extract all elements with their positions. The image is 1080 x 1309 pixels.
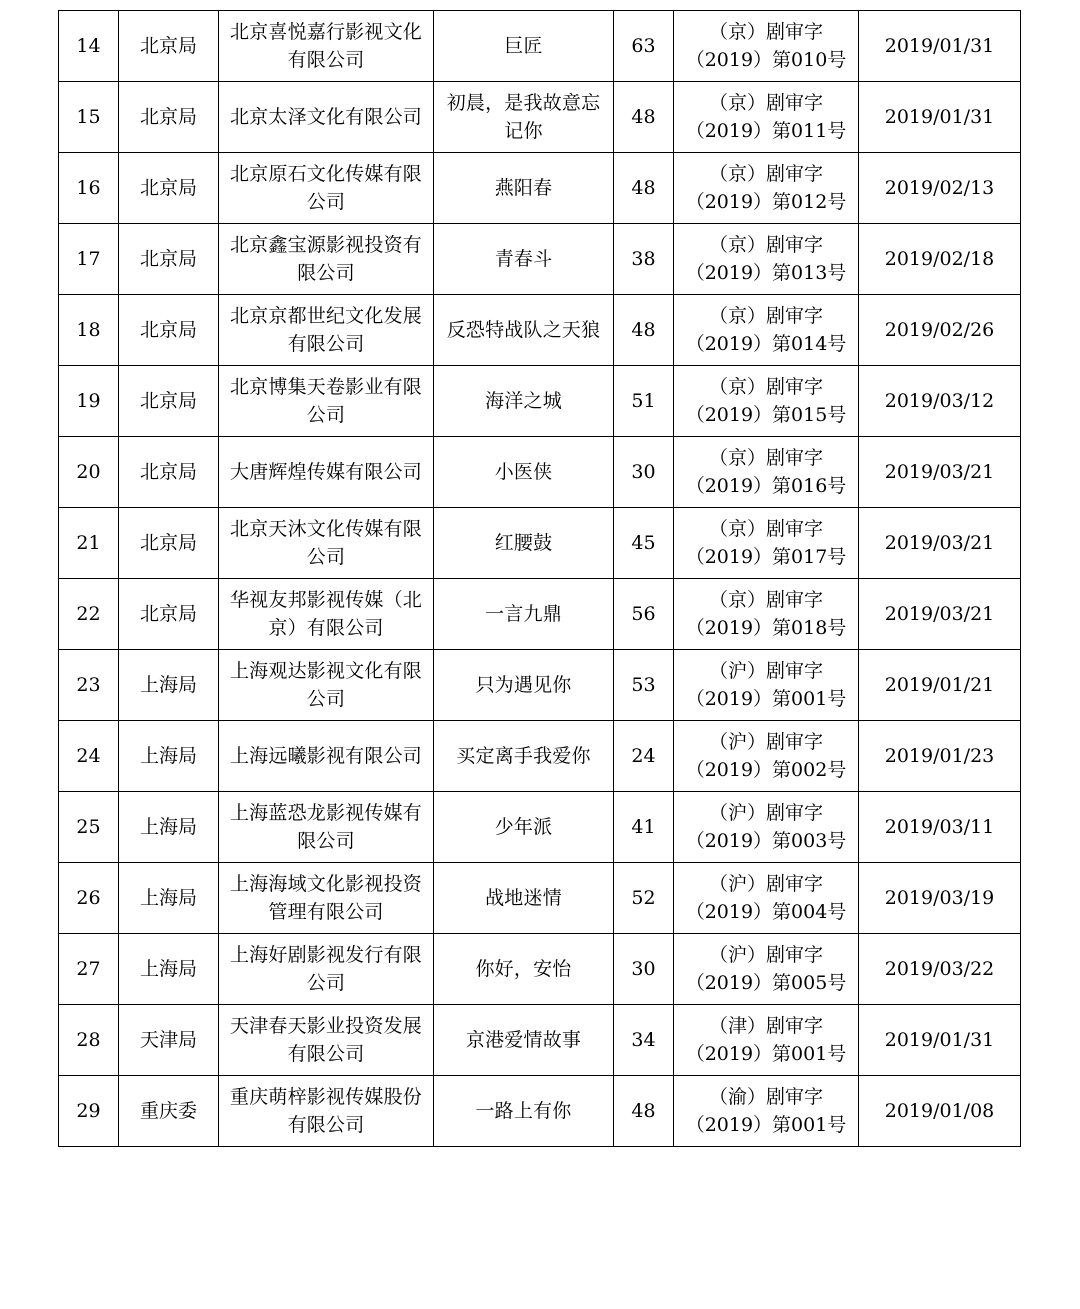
row-bureau: 北京局 bbox=[119, 82, 219, 153]
row-date: 2019/02/18 bbox=[859, 224, 1021, 295]
row-index: 27 bbox=[59, 934, 119, 1005]
row-date: 2019/01/23 bbox=[859, 721, 1021, 792]
permit-line-2: （2019）第004号 bbox=[685, 901, 847, 923]
row-episodes: 48 bbox=[614, 82, 674, 153]
row-company: 天津春天影业投资发展有限公司 bbox=[219, 1005, 434, 1076]
table-row bbox=[59, 721, 1021, 792]
row-title: 青春斗 bbox=[434, 224, 614, 295]
row-bureau: 上海局 bbox=[119, 863, 219, 934]
permit-line-2: （2019）第001号 bbox=[685, 1043, 847, 1065]
permit-line-1: （京）剧审字 bbox=[708, 91, 823, 114]
row-permit bbox=[674, 650, 859, 721]
row-episodes: 45 bbox=[614, 508, 674, 579]
row-title: 你好，安怡 bbox=[434, 934, 614, 1005]
row-permit bbox=[674, 1076, 859, 1147]
row-permit bbox=[674, 508, 859, 579]
row-date: 2019/03/21 bbox=[859, 437, 1021, 508]
permit-line-2: （2019）第013号 bbox=[685, 262, 847, 284]
row-date: 2019/03/21 bbox=[859, 508, 1021, 579]
row-title: 初晨，是我故意忘记你 bbox=[434, 82, 614, 153]
row-company: 北京博集天卷影业有限公司 bbox=[219, 366, 434, 437]
permit-line-2: （2019）第001号 bbox=[685, 1114, 847, 1136]
permit-line-2: （2019）第003号 bbox=[685, 830, 847, 852]
row-episodes: 41 bbox=[614, 792, 674, 863]
row-index: 22 bbox=[59, 579, 119, 650]
row-permit bbox=[674, 11, 859, 82]
row-bureau: 重庆委 bbox=[119, 1076, 219, 1147]
permit-line-2: （2019）第011号 bbox=[685, 120, 847, 142]
table-row bbox=[59, 934, 1021, 1005]
row-permit bbox=[674, 366, 859, 437]
row-episodes: 30 bbox=[614, 934, 674, 1005]
permit-line-2: （2019）第014号 bbox=[685, 333, 847, 355]
row-date: 2019/03/11 bbox=[859, 792, 1021, 863]
row-title: 一言九鼎 bbox=[434, 579, 614, 650]
row-episodes: 48 bbox=[614, 295, 674, 366]
permit-line-1: （京）剧审字 bbox=[708, 20, 823, 43]
row-company: 上海好剧影视发行有限公司 bbox=[219, 934, 434, 1005]
permit-line-1: （渝）剧审字 bbox=[708, 1085, 823, 1108]
row-index: 21 bbox=[59, 508, 119, 579]
row-index: 18 bbox=[59, 295, 119, 366]
table-row bbox=[59, 863, 1021, 934]
row-title: 只为遇见你 bbox=[434, 650, 614, 721]
row-title: 战地迷情 bbox=[434, 863, 614, 934]
row-episodes: 63 bbox=[614, 11, 674, 82]
row-date: 2019/03/12 bbox=[859, 366, 1021, 437]
row-index: 17 bbox=[59, 224, 119, 295]
row-index: 23 bbox=[59, 650, 119, 721]
row-permit bbox=[674, 792, 859, 863]
row-bureau: 上海局 bbox=[119, 650, 219, 721]
row-index: 16 bbox=[59, 153, 119, 224]
row-date: 2019/01/21 bbox=[859, 650, 1021, 721]
row-index: 24 bbox=[59, 721, 119, 792]
row-bureau: 北京局 bbox=[119, 366, 219, 437]
row-date: 2019/03/21 bbox=[859, 579, 1021, 650]
row-date: 2019/01/31 bbox=[859, 82, 1021, 153]
table-row bbox=[59, 366, 1021, 437]
row-bureau: 北京局 bbox=[119, 579, 219, 650]
row-permit bbox=[674, 863, 859, 934]
row-company: 上海海域文化影视投资管理有限公司 bbox=[219, 863, 434, 934]
permit-line-2: （2019）第016号 bbox=[685, 475, 847, 497]
row-title: 小医侠 bbox=[434, 437, 614, 508]
table-row bbox=[59, 437, 1021, 508]
permit-line-1: （沪）剧审字 bbox=[708, 730, 823, 753]
row-index: 19 bbox=[59, 366, 119, 437]
permit-line-1: （京）剧审字 bbox=[708, 233, 823, 256]
row-permit bbox=[674, 295, 859, 366]
permit-line-1: （津）剧审字 bbox=[708, 1014, 823, 1037]
row-company: 上海远曦影视有限公司 bbox=[219, 721, 434, 792]
permit-line-2: （2019）第002号 bbox=[685, 759, 847, 781]
row-permit bbox=[674, 437, 859, 508]
row-episodes: 48 bbox=[614, 153, 674, 224]
permit-line-1: （京）剧审字 bbox=[708, 588, 823, 611]
row-title: 京港爱情故事 bbox=[434, 1005, 614, 1076]
row-index: 25 bbox=[59, 792, 119, 863]
permit-line-2: （2019）第015号 bbox=[685, 404, 847, 426]
row-index: 15 bbox=[59, 82, 119, 153]
permit-line-2: （2019）第018号 bbox=[685, 617, 847, 639]
row-bureau: 上海局 bbox=[119, 934, 219, 1005]
row-bureau: 上海局 bbox=[119, 792, 219, 863]
permit-line-2: （2019）第010号 bbox=[685, 49, 847, 71]
row-episodes: 34 bbox=[614, 1005, 674, 1076]
row-permit bbox=[674, 224, 859, 295]
row-date: 2019/03/19 bbox=[859, 863, 1021, 934]
table-row bbox=[59, 579, 1021, 650]
row-bureau: 北京局 bbox=[119, 508, 219, 579]
row-date: 2019/02/13 bbox=[859, 153, 1021, 224]
table-row bbox=[59, 792, 1021, 863]
row-title: 反恐特战队之天狼 bbox=[434, 295, 614, 366]
row-title: 巨匠 bbox=[434, 11, 614, 82]
row-index: 26 bbox=[59, 863, 119, 934]
row-title: 红腰鼓 bbox=[434, 508, 614, 579]
tv-drama-permit-table bbox=[58, 10, 1021, 1147]
table-row bbox=[59, 650, 1021, 721]
row-company: 北京京都世纪文化发展有限公司 bbox=[219, 295, 434, 366]
row-permit bbox=[674, 82, 859, 153]
row-episodes: 30 bbox=[614, 437, 674, 508]
permit-line-1: （京）剧审字 bbox=[708, 375, 823, 398]
row-company: 北京鑫宝源影视投资有限公司 bbox=[219, 224, 434, 295]
table-row bbox=[59, 1005, 1021, 1076]
row-episodes: 48 bbox=[614, 1076, 674, 1147]
table-row bbox=[59, 82, 1021, 153]
row-bureau: 北京局 bbox=[119, 11, 219, 82]
permit-line-1: （京）剧审字 bbox=[708, 517, 823, 540]
table-row bbox=[59, 295, 1021, 366]
row-permit bbox=[674, 721, 859, 792]
permit-line-2: （2019）第001号 bbox=[685, 688, 847, 710]
permit-line-2: （2019）第017号 bbox=[685, 546, 847, 568]
table-row bbox=[59, 153, 1021, 224]
permit-line-1: （沪）剧审字 bbox=[708, 659, 823, 682]
permit-line-1: （沪）剧审字 bbox=[708, 943, 823, 966]
row-permit bbox=[674, 934, 859, 1005]
row-title: 燕阳春 bbox=[434, 153, 614, 224]
row-date: 2019/02/26 bbox=[859, 295, 1021, 366]
permit-line-2: （2019）第012号 bbox=[685, 191, 847, 213]
row-index: 28 bbox=[59, 1005, 119, 1076]
permit-line-1: （京）剧审字 bbox=[708, 304, 823, 327]
row-date: 2019/01/31 bbox=[859, 1005, 1021, 1076]
row-company: 上海观达影视文化有限公司 bbox=[219, 650, 434, 721]
permit-line-1: （京）剧审字 bbox=[708, 446, 823, 469]
permit-line-2: （2019）第005号 bbox=[685, 972, 847, 994]
row-title: 一路上有你 bbox=[434, 1076, 614, 1147]
row-permit bbox=[674, 1005, 859, 1076]
row-company: 大唐辉煌传媒有限公司 bbox=[219, 437, 434, 508]
row-company: 北京原石文化传媒有限公司 bbox=[219, 153, 434, 224]
row-permit bbox=[674, 579, 859, 650]
row-title: 买定离手我爱你 bbox=[434, 721, 614, 792]
row-company: 北京天沐文化传媒有限公司 bbox=[219, 508, 434, 579]
row-bureau: 北京局 bbox=[119, 295, 219, 366]
table-row bbox=[59, 508, 1021, 579]
row-company: 北京喜悦嘉行影视文化有限公司 bbox=[219, 11, 434, 82]
row-index: 14 bbox=[59, 11, 119, 82]
table-row bbox=[59, 224, 1021, 295]
row-episodes: 53 bbox=[614, 650, 674, 721]
row-company: 华视友邦影视传媒（北京）有限公司 bbox=[219, 579, 434, 650]
row-episodes: 56 bbox=[614, 579, 674, 650]
row-title: 海洋之城 bbox=[434, 366, 614, 437]
permit-line-1: （沪）剧审字 bbox=[708, 872, 823, 895]
table-row bbox=[59, 11, 1021, 82]
row-permit bbox=[674, 153, 859, 224]
row-title: 少年派 bbox=[434, 792, 614, 863]
row-company: 重庆萌梓影视传媒股份有限公司 bbox=[219, 1076, 434, 1147]
row-index: 29 bbox=[59, 1076, 119, 1147]
row-episodes: 38 bbox=[614, 224, 674, 295]
row-bureau: 天津局 bbox=[119, 1005, 219, 1076]
row-index: 20 bbox=[59, 437, 119, 508]
row-episodes: 52 bbox=[614, 863, 674, 934]
row-date: 2019/03/22 bbox=[859, 934, 1021, 1005]
row-company: 北京太泽文化有限公司 bbox=[219, 82, 434, 153]
permit-line-1: （沪）剧审字 bbox=[708, 801, 823, 824]
row-company: 上海蓝恐龙影视传媒有限公司 bbox=[219, 792, 434, 863]
row-date: 2019/01/08 bbox=[859, 1076, 1021, 1147]
permit-line-1: （京）剧审字 bbox=[708, 162, 823, 185]
row-bureau: 北京局 bbox=[119, 437, 219, 508]
row-bureau: 北京局 bbox=[119, 153, 219, 224]
row-bureau: 北京局 bbox=[119, 224, 219, 295]
row-episodes: 51 bbox=[614, 366, 674, 437]
row-date: 2019/01/31 bbox=[859, 11, 1021, 82]
table-row bbox=[59, 1076, 1021, 1147]
row-bureau: 上海局 bbox=[119, 721, 219, 792]
table-body bbox=[59, 11, 1021, 1147]
row-episodes: 24 bbox=[614, 721, 674, 792]
